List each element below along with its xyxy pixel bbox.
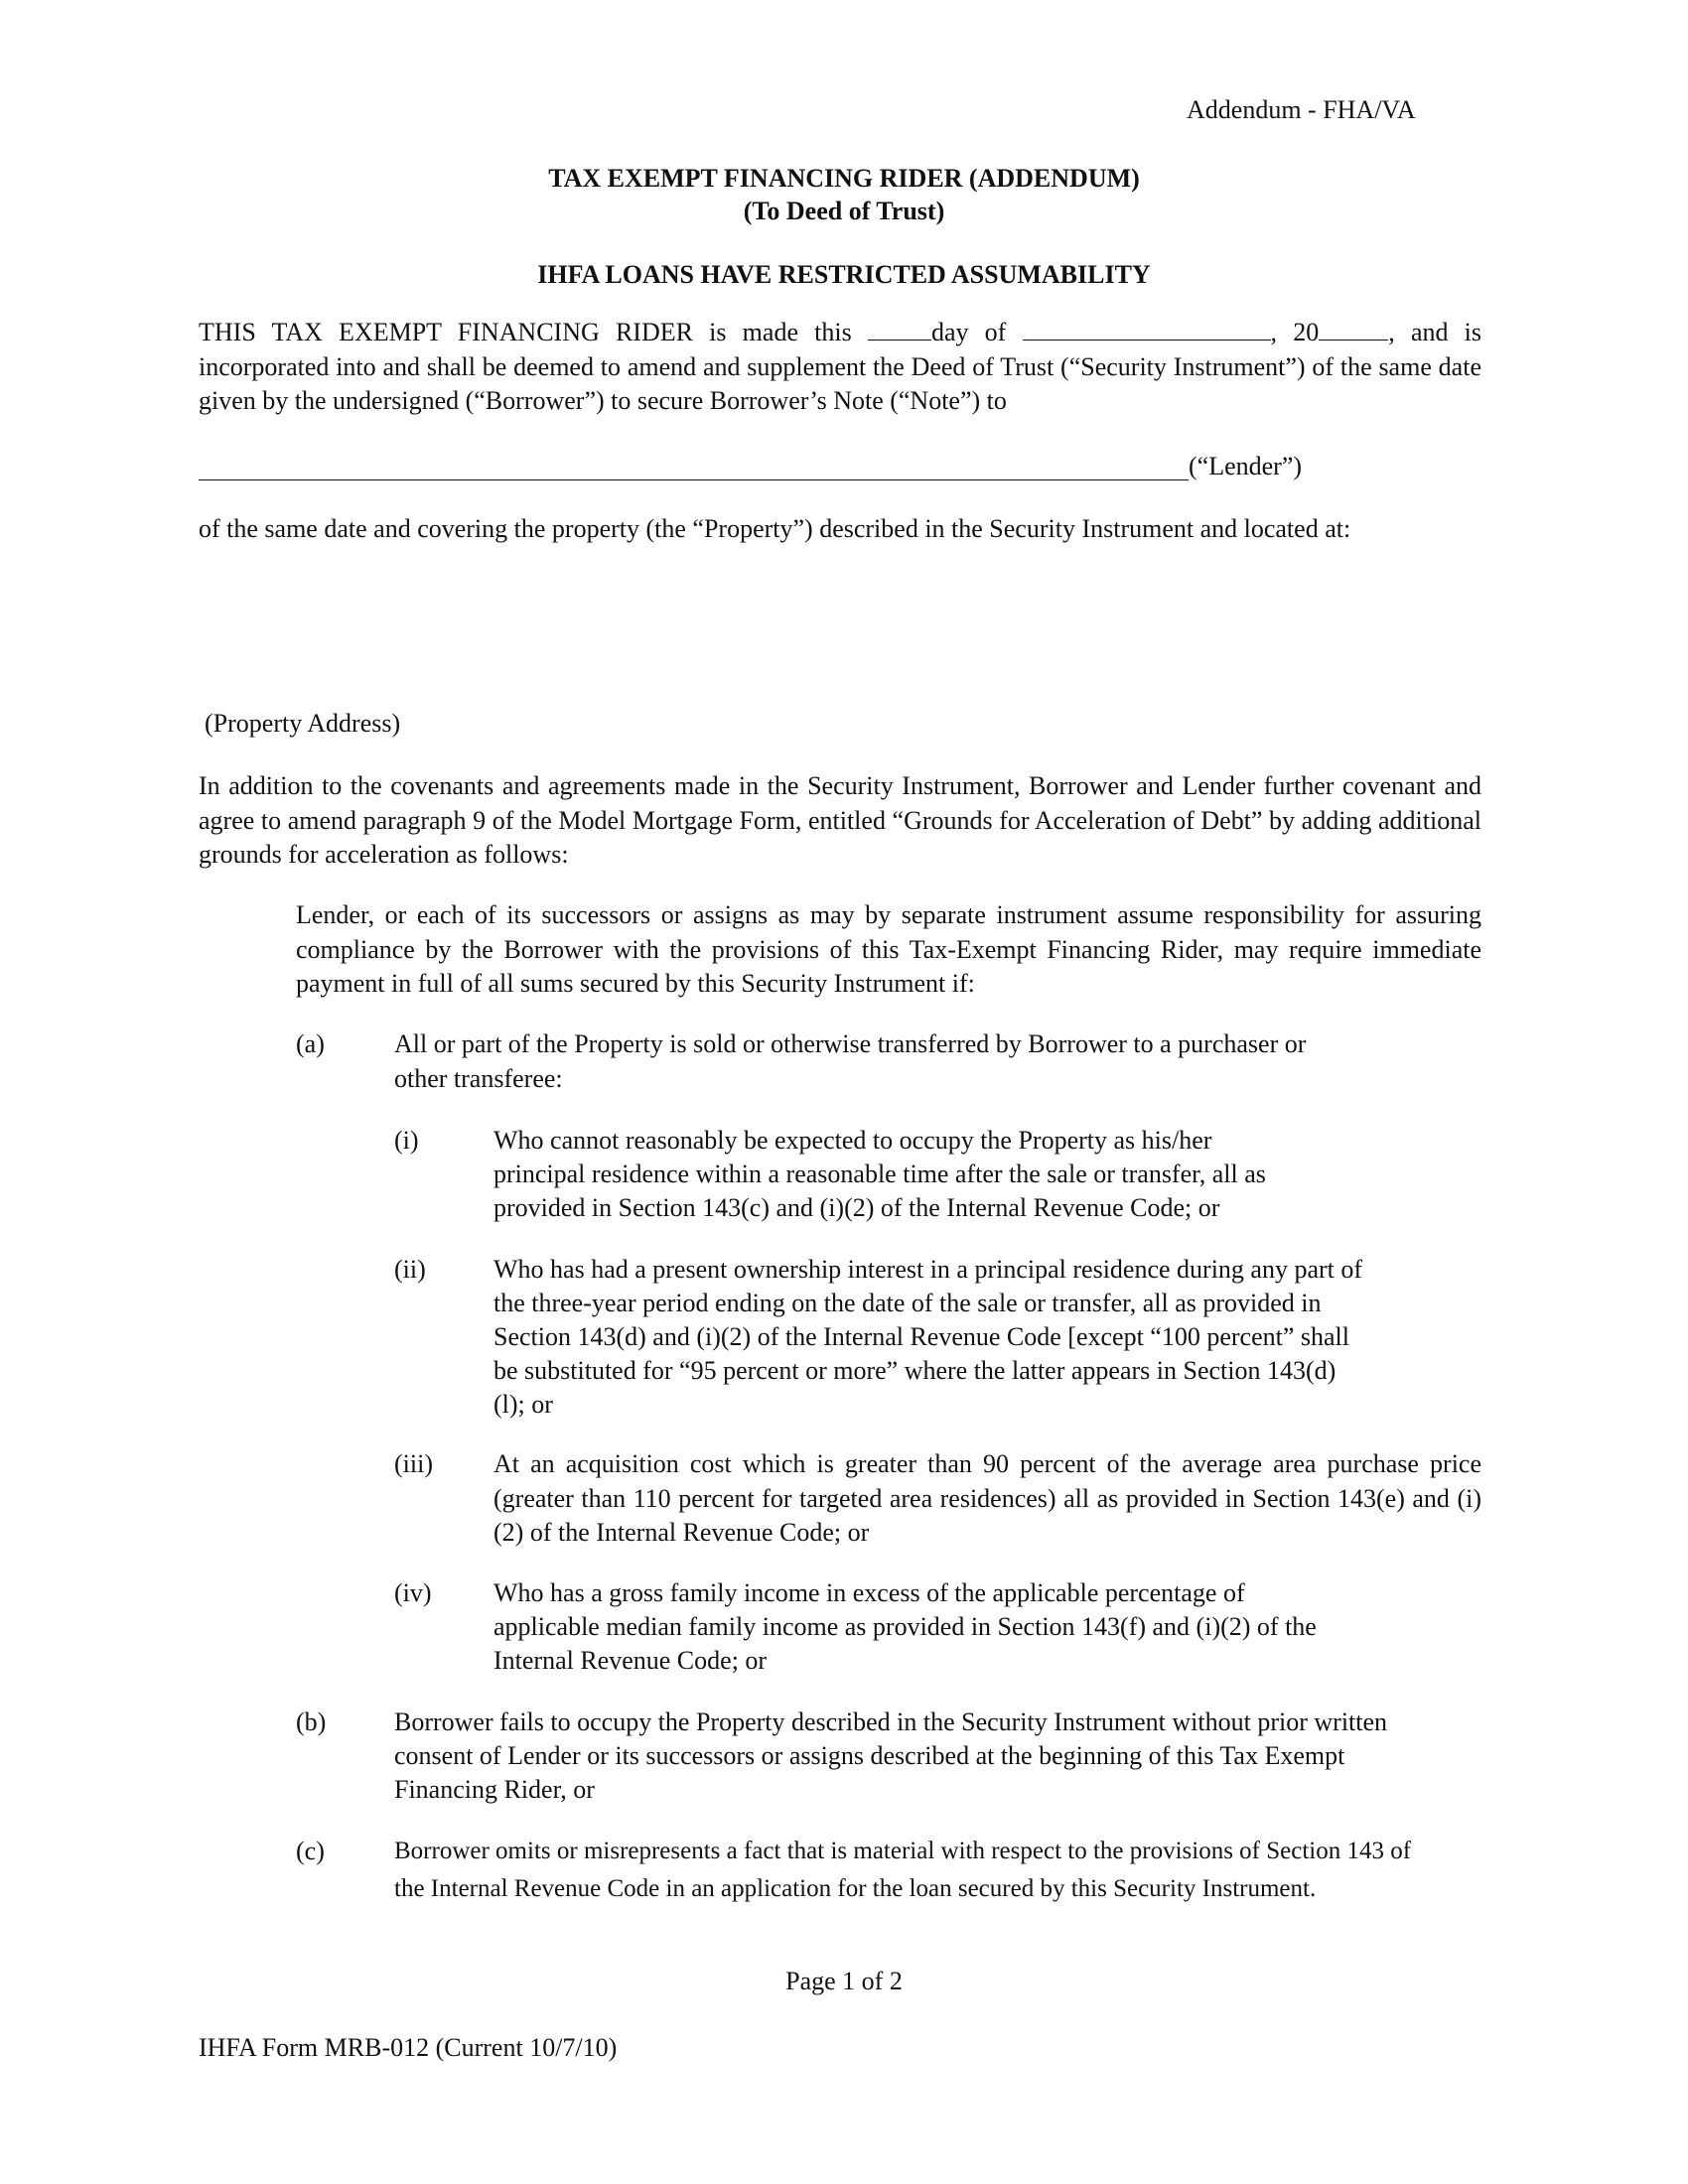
item-iv-label: (iv) bbox=[394, 1578, 432, 1607]
lender-name-blank[interactable] bbox=[199, 479, 1189, 480]
item-ii-line-2: the three-year period ending on the date of the sale or transfer, all as provided in bbox=[493, 1289, 1322, 1317]
item-ii-line-1: Who has had a present ownership interest in a principal residence during any part of bbox=[493, 1255, 1363, 1284]
item-ii-line-5: (l); or bbox=[493, 1390, 553, 1419]
title-line-1: TAX EXEMPT FINANCING RIDER (ADDENDUM) bbox=[548, 164, 1140, 193]
item-i-line-2: principal residence within a reasonable time after the sale or transfer, all as bbox=[493, 1160, 1266, 1188]
item-ii-line-4: be substituted for “95 percent or more” where the latter appears in Section 143(d) bbox=[493, 1356, 1336, 1385]
item-c-line-1: Borrower omits or misrepresents a fact that is material with respect to the provisions of Section 143 of bbox=[394, 1838, 1412, 1864]
intro-text-2: day of bbox=[930, 318, 1023, 346]
page-number: Page 1 of 2 bbox=[785, 1967, 903, 1995]
item-iii-label: (iii) bbox=[394, 1449, 433, 1478]
day-blank[interactable] bbox=[868, 316, 931, 341]
item-b-label: (b) bbox=[296, 1707, 327, 1736]
property-address-label: (Property Address) bbox=[205, 709, 401, 738]
item-iv-line-2: applicable median family income as provided in Section 143(f) and (i)(2) of the bbox=[493, 1612, 1317, 1641]
item-iii-text: At an acquisition cost which is greater than 90 percent of the average area purchase price (greater than 110 percent for targeted area residences) all as provided in Section 143(e) and (i)(2) of the Internal Revenue Code; or bbox=[493, 1449, 1481, 1547]
item-a-line-1: All or part of the Property is sold or otherwise transferred by Borrower to a purchaser or bbox=[394, 1029, 1307, 1058]
title-restricted-assumability: IHFA LOANS HAVE RESTRICTED ASSUMABILITY bbox=[537, 260, 1151, 289]
lender-label: (“Lender”) bbox=[1189, 452, 1303, 480]
item-i-label: (i) bbox=[394, 1126, 419, 1155]
year-blank[interactable] bbox=[1319, 316, 1388, 341]
item-c-line-2: the Internal Revenue Code in an application for the loan secured by this Security Instrument. bbox=[394, 1875, 1317, 1902]
item-i-line-3: provided in Section 143(c) and (i)(2) of the Internal Revenue Code; or bbox=[493, 1193, 1220, 1222]
item-b-line-2: consent of Lender or its successors or assigns described at the beginning of this Tax Exempt bbox=[394, 1741, 1345, 1770]
intro-paragraph bbox=[199, 316, 1481, 419]
month-blank[interactable] bbox=[1023, 316, 1271, 341]
intro-text-3: , 20 bbox=[1270, 318, 1320, 346]
item-c-label: (c) bbox=[296, 1837, 325, 1865]
item-iv-line-3: Internal Revenue Code; or bbox=[493, 1646, 768, 1675]
item-i-line-1: Who cannot reasonably be expected to occupy the Property as his/her bbox=[493, 1126, 1212, 1155]
item-b-line-1: Borrower fails to occupy the Property described in the Security Instrument without prior written bbox=[394, 1707, 1388, 1736]
lender-clause-paragraph: Lender, or each of its successors or assigns as may by separate instrument assume responsibility for assuring compliance by the Borrower with the provisions of this Tax-Exempt Financing Rider, may require immediate payment in full of all sums secured by this Security Instrument if: bbox=[296, 900, 1481, 998]
covering-paragraph: of the same date and covering the property (the “Property”) described in the Security Instrument and located at: bbox=[199, 514, 1351, 543]
item-a-line-2: other transferee: bbox=[394, 1064, 563, 1093]
addendum-header: Addendum - FHA/VA bbox=[1187, 95, 1416, 124]
form-identifier: IHFA Form MRB-012 (Current 10/7/10) bbox=[199, 2033, 618, 2062]
item-b-line-3: Financing Rider, or bbox=[394, 1775, 595, 1804]
item-a-label: (a) bbox=[296, 1029, 325, 1058]
title-line-2: (To Deed of Trust) bbox=[743, 197, 945, 225]
item-ii-label: (ii) bbox=[394, 1255, 426, 1284]
intro-text-4: , and is incorporated into and shall be deemed to amend and supplement the Deed of Trust (“Security Instrument”) of the same date given by the undersigned (“Borrower”) to secure Borrower’s Note (“Note”) to bbox=[199, 318, 1482, 415]
addition-paragraph: In addition to the covenants and agreements made in the Security Instrument, Borrower and Lender further covenant and agree to amend paragraph 9 of the Model Mortgage Form, entitled “Grounds for Acceleration of Debt” by adding additional grounds for acceleration as follows: bbox=[199, 771, 1481, 869]
item-iv-line-1: Who has a gross family income in excess of the applicable percentage of bbox=[493, 1578, 1245, 1607]
item-ii-line-3: Section 143(d) and (i)(2) of the Internal Revenue Code [except “100 percent” shall bbox=[493, 1322, 1349, 1351]
intro-text-1: THIS TAX EXEMPT FINANCING RIDER is made this bbox=[199, 318, 868, 346]
